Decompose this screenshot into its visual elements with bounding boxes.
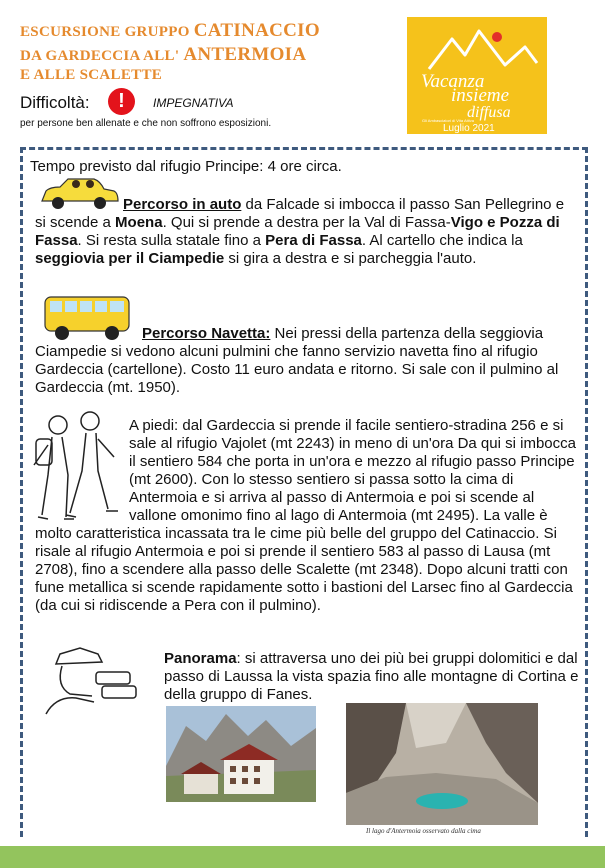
frame-top-border (20, 147, 588, 150)
mountain-logo-icon (407, 17, 547, 134)
title-part: DA GARDECCIA ALL' (20, 48, 184, 64)
title-line-2 (20, 44, 306, 66)
float-spacer (35, 417, 129, 521)
logo-date: Luglio 2021 (443, 123, 495, 134)
auto-text-1: da Falcade si imbocca il passo San Pellegrino e si scende a (35, 196, 565, 231)
title-part-big: ANTERMOIA (183, 44, 307, 65)
difficulty-label: Difficoltà: (20, 93, 90, 112)
auto-moena: Moena (115, 214, 163, 231)
rifugio-photo (166, 706, 316, 802)
logo-line1: Vacanza (421, 71, 485, 92)
auto-text-2: . Qui si prende a destra per la Val di Fassa- (162, 214, 451, 231)
panorama-text: : si attraversa uno dei più bei gruppi dolomitici e dal passo di Laussa la vista spazia fino alle montagne di Cortina e della gruppo di Fanes. (164, 650, 579, 703)
piedi-text: A piedi: dal Gardeccia si prende il facile sentiero-stradina 256 e si sale al rifugio Vajolet (mt 2243) in meno di un'ora Da qui si imbocca il sentiero 584 che porta in un'ora e mezzo al rifugio passo Principe (mt 2600). Con lo stesso sentiero si passa sotto la cima di Antermoia e si arriva al passo di Antermoia e poi si scende al vallone omonimo fino al lago di Antermoia (mt 2495). La valle è molto caratteristica incassata tra le cime più belle del gruppo del Catinaccio. Si risale al rifugio Antermoia e poi si prende il sentiero 583 al passo di Lausa (mt 2708), fino a scendere alla passo delle Scalette (mt 2348). Dopo alcuni tratti con fune metallica si scende rapidamente sotto i bastioni del Larsec fino al Gardeccia (da cui si ridiscende a Pera con il pulmino). (35, 417, 576, 614)
title-part: ESCURSIONE GRUPPO (20, 24, 194, 40)
navetta-text: Nei pressi della partenza della seggiovia Ciampedie si vedono alcuni pulmini che fanno servizio navetta fino al rifugio Gardeccia (cartellone). Costo 11 euro andata e ritorno. Si sale con il pulmino al Gardeccia (mt. 1950). (35, 325, 559, 396)
auto-text-5: si gira a destra e si parcheggia l'auto. (224, 250, 477, 267)
difficulty-value: IMPEGNATIVA (153, 96, 234, 110)
difficulty-note: per persone ben allenate e che non soffrono esposizioni. (20, 118, 272, 129)
heading-panorama: Panorama (164, 650, 237, 667)
footer-bar (0, 846, 605, 868)
paragraph-piedi (35, 417, 580, 615)
vacanza-insieme-logo (407, 17, 547, 134)
float-spacer (35, 650, 164, 704)
auto-text-4: . Al cartello che indica la (361, 232, 523, 249)
logo-line3: diffusa (467, 104, 511, 121)
auto-vigo: Vigo e Pozza di Fassa (35, 214, 560, 249)
logo-small-text: Gli Ambasciatori di Vita Attiva (422, 118, 474, 123)
auto-seggiovia: seggiovia per il Ciampedie (35, 250, 225, 267)
auto-text-3: . Si resta sulla statale fino a (77, 232, 266, 249)
photo-caption: Il lago d'Antermoia osservato dalla cima (366, 827, 481, 835)
paragraph-auto (35, 196, 570, 268)
heading-auto: Percorso in auto (123, 196, 242, 213)
heading-navetta: Percorso Navetta: (142, 325, 271, 342)
warning-icon: ! (108, 88, 135, 115)
lago-antermoia-photo (346, 703, 538, 825)
title-part-big: CATINACCIO (193, 20, 320, 41)
logo-line2: insieme (451, 85, 510, 106)
tempo-previsto: Tempo previsto dal rifugio Principe: 4 ore circa. (30, 158, 342, 175)
paragraph-navetta (35, 325, 570, 397)
frame-left-border (20, 147, 23, 837)
frame-right-border (585, 147, 588, 837)
title-line-3: E ALLE SCALETTE (20, 67, 163, 83)
paragraph-panorama (35, 650, 580, 704)
title-line-1 (20, 20, 320, 42)
auto-pera: Pera di Fassa (265, 232, 362, 249)
